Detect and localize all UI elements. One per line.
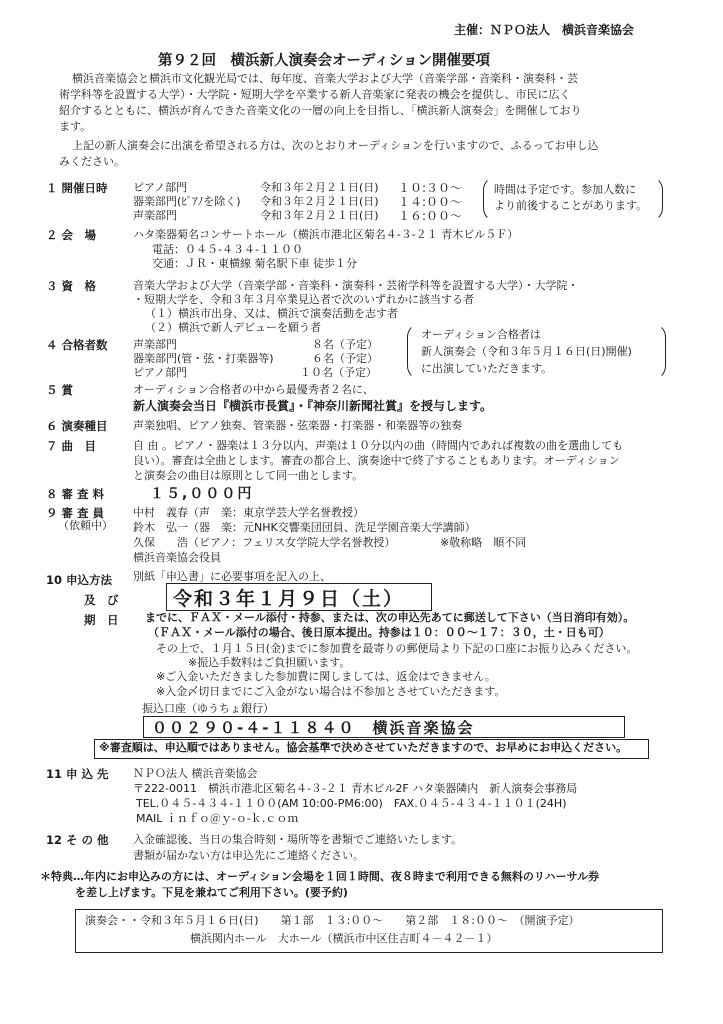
judge: 久保 浩（ピアノ：フェリス女学院大学名誉教授） <box>133 536 396 549</box>
page-title: 第９２回 横浜新人演奏会オーディション開催要項 <box>158 53 491 69</box>
time: １４:００～ <box>398 195 463 209</box>
other-line: 書類が届かない方は申込先にご連絡ください。 <box>133 849 364 862</box>
eligibility-line: ・短期大学を、令和３年３月卒業見込者で次のいずれかに該当する者 <box>133 293 474 306</box>
concert-date: 演奏会・・令和３年５月１６日(日) 第１部 １３:００～ 第２部 １８:００～ （開演予定） <box>85 914 580 927</box>
sponsor: 主催：ＮＰＯ法人 横浜音楽協会 <box>454 23 635 37</box>
venue-phone: 電話：０４５-４３４-１１００ <box>152 243 303 256</box>
intro-line: みください。 <box>59 155 125 168</box>
section-label: ４ 合格者数 <box>46 338 108 352</box>
contact-address: 〒222-0011 横浜市港北区菊名４-３-２１ 青木ビル2F ハタ楽器隣内 新人演奏会事務局 <box>133 782 578 795</box>
judge: 鈴木 弘一（器 楽：元NHK交響楽団団員、洗足学園音楽大学講師） <box>133 521 476 534</box>
eligibility-line: （１）横浜市出身、又は、横浜で演奏活動を志す者 <box>145 307 398 320</box>
passers-note: 新人演奏会（令和３年５月１６日(日)開催) <box>421 345 632 358</box>
intro-line: 横浜音楽協会と横浜市文化観光局では、毎年度、音楽大学および大学（音楽学部・音楽科・演奏科・芸 <box>72 72 578 85</box>
program-line: と演奏会の曲目は原則として同一曲とします。 <box>133 469 364 482</box>
application-line: その上で、１月１５日(金)までに参加費を最寄りの郵便局より下記の口座にお振り込みください。 <box>156 642 638 655</box>
section-label: 12 そ の 他 <box>46 833 109 847</box>
section-label: 及 び <box>84 593 119 607</box>
application-line: までに、ＦＡＸ・メール添付・持参、または、次の申込先あてに郵送して下さい（当日消印有効）。 <box>145 611 635 624</box>
section-label: ９ 審 査 員 <box>46 506 105 520</box>
award-line: オーディション合格者の中から最優秀者２名に、 <box>133 383 374 396</box>
application-line: ※入金〆切日までにご入金がない場合は不参加とさせていただきます。 <box>156 685 506 698</box>
fee-amount: １５,０００円 <box>150 486 254 502</box>
intro-line: ます。 <box>59 120 92 133</box>
account-number: ００２９０-４-１１８４０ 横浜音楽協会 <box>152 719 475 737</box>
application-line: ※ご入金いただきました参加費に関しましては、返金はできません。 <box>156 670 496 683</box>
order-notice: ※審査順は、申込順ではありません。協会基準で決めさせていただきますので、お早めにお申込ください。 <box>99 741 628 754</box>
eligibility-line: 音楽大学および大学（音楽学部・音楽科・演奏科・芸術学科等を設置する大学）・大学院・ <box>133 279 579 292</box>
count: ６名（予定） <box>312 352 378 365</box>
intro-line: 上記の新人演奏会に出演を希望される方は、次のとおりオーディションを行いますので、ふるってお申し込 <box>72 139 599 152</box>
section-label: 期 日 <box>84 613 119 627</box>
deadline: 令和３年１月９日（土） <box>173 588 405 610</box>
dept: ピアノ部門 <box>133 181 188 194</box>
section-label: ５ 賞 <box>46 383 74 397</box>
concert-venue: 横浜関内ホール 大ホール（横浜市中区住吉町４－４２－１） <box>190 932 498 945</box>
section-label: 11 申 込 先 <box>46 767 109 781</box>
section-label: 10 申込方法 <box>46 573 113 587</box>
application-intro: 別紙「申込書」に必要事項を記入の上、 <box>133 570 331 583</box>
passers-note: オーディション合格者は <box>421 328 541 341</box>
passers-note: に出演していただきます。 <box>421 362 553 375</box>
count: ８名（予定） <box>312 338 378 351</box>
time: １６:００～ <box>398 209 463 223</box>
date: 令和３年２月２１日(日) <box>260 195 379 208</box>
section-label: ６ 演奏種目 <box>46 419 108 433</box>
judge: 中村 義春（声 楽：東京学芸大学名誉教授） <box>133 506 364 519</box>
contact-org: ＮＰＯ法人 横浜音楽協会 <box>133 767 258 780</box>
account-label: 振込口座（ゆうちょ銀行） <box>142 702 274 715</box>
schedule-note: より前後することがあります。 <box>494 199 648 212</box>
section-label: ３ 資 格 <box>46 279 97 293</box>
dept: 器楽部門(ﾋﾟｱﾉを除く) <box>133 195 241 208</box>
time: １０:３０～ <box>398 181 463 195</box>
dept: 器楽部門(管・弦・打楽器等) <box>133 352 274 365</box>
section-label: ８ 審 査 料 <box>46 487 105 501</box>
contact-mail: MAIL ｉｎｆｏ＠ｙ-ｏ-ｋ.ｃｏｍ <box>136 812 299 825</box>
application-line: ※振込手数料はご負担願います。 <box>188 656 351 669</box>
program-line: 自 由 。ピアノ・器楽は１３分以内、声楽は１０分以内の曲（時間内であれば複数の曲を選曲しても <box>133 439 624 452</box>
venue-access: 交通：ＪＲ・東横線 菊名駅下車 徒歩１分 <box>152 257 357 270</box>
application-line: （ＦＡＸ・メール添付の場合、後日原本提出。持参は１０：００～１７：３０，土・日も可） <box>148 626 610 639</box>
dept: 声楽部門 <box>133 338 177 351</box>
special-offer: を差し上げます。下見を兼ねてご利用下さい。(要予約) <box>75 886 348 899</box>
date: 令和３年２月２１日(日) <box>260 181 379 194</box>
section-label: １ 開催日時 <box>46 181 108 195</box>
program-line: 良い）。審査は全曲とします。審査の都合上、演奏途中で終了することもあります。オーディション <box>133 454 620 467</box>
count: １０名（予定） <box>300 366 377 379</box>
category-text: 声楽独唱、ピアノ独奏、管楽器・弦楽器・打楽器・和楽器等の独奏 <box>133 419 463 432</box>
dept: 声楽部門 <box>133 209 177 222</box>
contact-tel-fax: TEL.０４５-４３４-１１００(AM 10:00-PM6:00) FAX.０４５-４３４-１１０１(24H) <box>136 797 567 810</box>
special-offer: ＊特典…年内にお申込みの方には、オーディション会場を１回１時間、夜８時まで利用できる無料のリハーサル券 <box>40 870 600 883</box>
section-label: ７ 曲 目 <box>46 439 97 453</box>
date: 令和３年２月２１日(日) <box>260 209 379 222</box>
intro-line: 紹介するとともに、横浜が育んできた音楽文化の一層の向上を目指し、「横浜新人演奏会」を開催しており <box>59 104 582 117</box>
dept: ピアノ部門 <box>133 366 188 379</box>
section-label: ２ 会 場 <box>46 228 97 242</box>
eligibility-line: （２）横浜で新人デビューを願う者 <box>145 321 321 334</box>
intro-line: 術学科等を設置する大学）・大学院・短期大学を卒業する新人音楽家に発表の機会を提供し、市民に広く <box>59 88 571 101</box>
schedule-note: 時間は予定です。参加人数に <box>494 183 637 196</box>
judge: 横浜音楽協会役員 <box>133 551 221 564</box>
honorific-note: ※敬称略 順不同 <box>440 536 527 549</box>
award-line: 新人演奏会当日『横浜市長賞』・『神奈川新聞社賞』を授与します。 <box>133 399 493 413</box>
section-sublabel: （依頼中） <box>58 519 113 532</box>
venue-name: ハタ楽器菊名コンサートホール（横浜市港北区菊名４-３-２１ 青木ビル５Ｆ） <box>133 228 519 241</box>
other-line: 入金確認後、当日の集合時刻・場所等を書類でご連絡いたします。 <box>133 833 463 846</box>
